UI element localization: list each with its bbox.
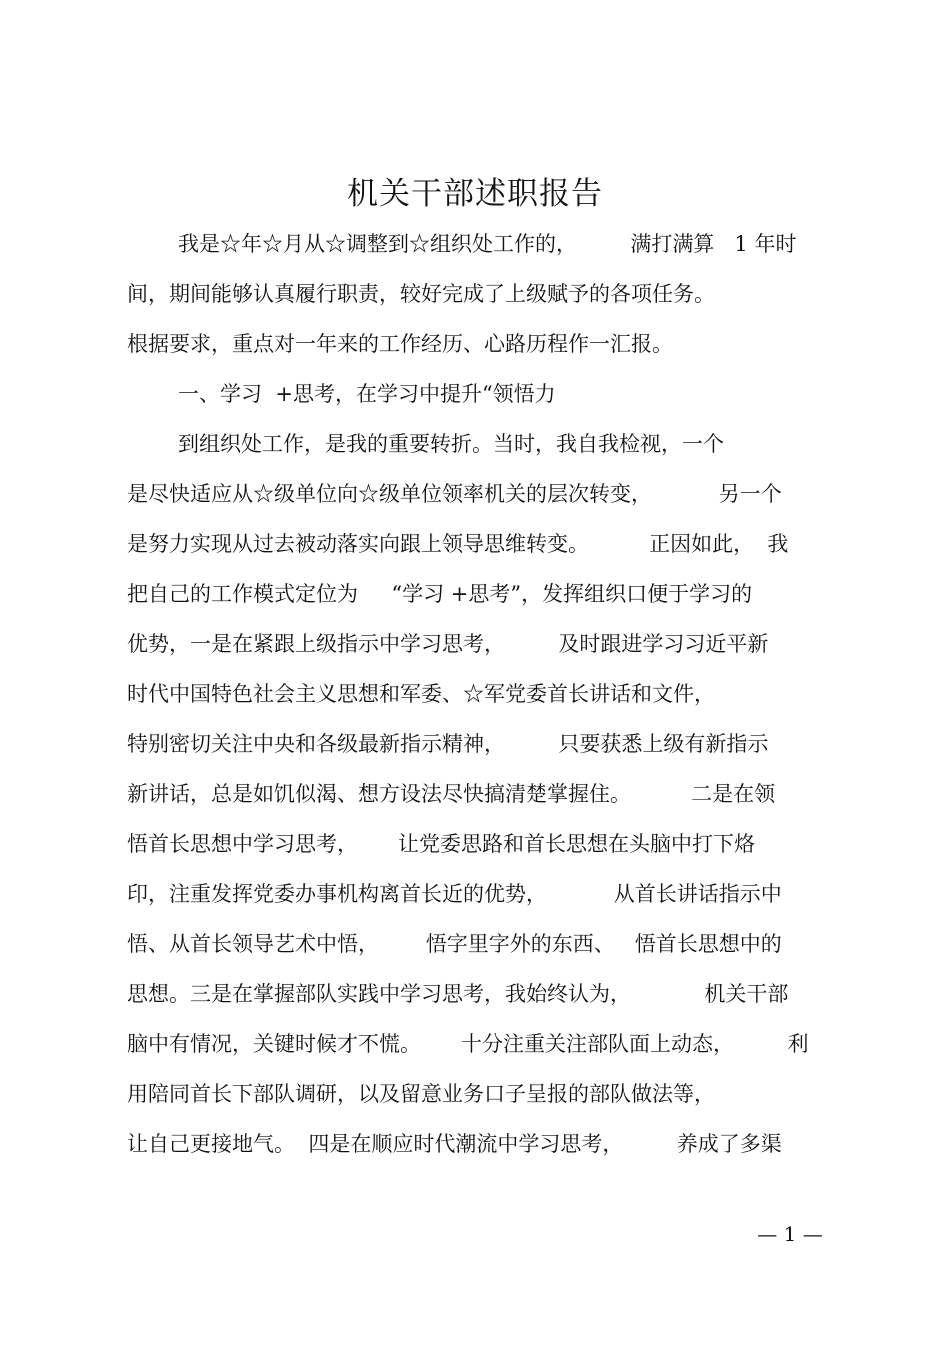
body-line: 脑中有情况，关键时候才不慌。 十分注重关注部队面上动态， 利	[127, 1032, 809, 1056]
section-heading: 一、学习 +思考，在学习中提升“领悟力	[178, 382, 556, 406]
body-line: 用陪同首长下部队调研，以及留意业务口子呈报的部队做法等，	[127, 1082, 715, 1106]
body-line: 让自己更接地气。 四是在顺应时代潮流中学习思考， 养成了多渠	[127, 1132, 782, 1156]
body-line: 是尽快适应从☆级单位向☆级单位领率机关的层次转变， 另一个	[127, 482, 782, 506]
body-line: 特别密切关注中央和各级最新指示精神， 只要获悉上级有新指示	[127, 732, 769, 756]
body-line: 时代中国特色社会主义思想和军委、☆军党委首长讲话和文件，	[127, 682, 715, 706]
body-line: 到组织处工作，是我的重要转折。当时，我自我检视，一个	[178, 432, 724, 456]
body-line: 新讲话，总是如饥似渴、想方设法尽快搞清楚掌握住。 二是在领	[127, 782, 776, 806]
page-number: — 1 —	[757, 1222, 823, 1246]
body-line: 间，期间能够认真履行职责，较好完成了上级赋予的各项任务。	[127, 282, 715, 306]
body-line: 根据要求，重点对一年来的工作经历、心路历程作一汇报。	[127, 332, 673, 356]
body-line: 我是☆年☆月从☆调整到☆组织处工作的， 满打满算 1 年时	[178, 232, 797, 256]
body-line: 悟首长思想中学习思考， 让党委思路和首长思想在头脑中打下烙	[127, 832, 756, 856]
body-line: 优势，一是在紧跟上级指示中学习思考， 及时跟进学习习近平新	[127, 632, 769, 656]
document-title: 机关干部述职报告	[347, 176, 603, 212]
body-line: 思想。三是在掌握部队实践中学习思考，我始终认为， 机关干部	[127, 982, 789, 1006]
body-line: 印，注重发挥党委办事机构离首长近的优势， 从首长讲话指示中	[127, 882, 782, 906]
body-line: 把自己的工作模式定位为 “学习 +思考”，发挥组织口便于学习的	[127, 582, 753, 606]
body-line: 是努力实现从过去被动落实向跟上领导思维转变。 正因如此， 我	[127, 532, 789, 556]
body-line: 悟、从首长领导艺术中悟， 悟字里字外的东西、 悟首长思想中的	[127, 932, 782, 956]
